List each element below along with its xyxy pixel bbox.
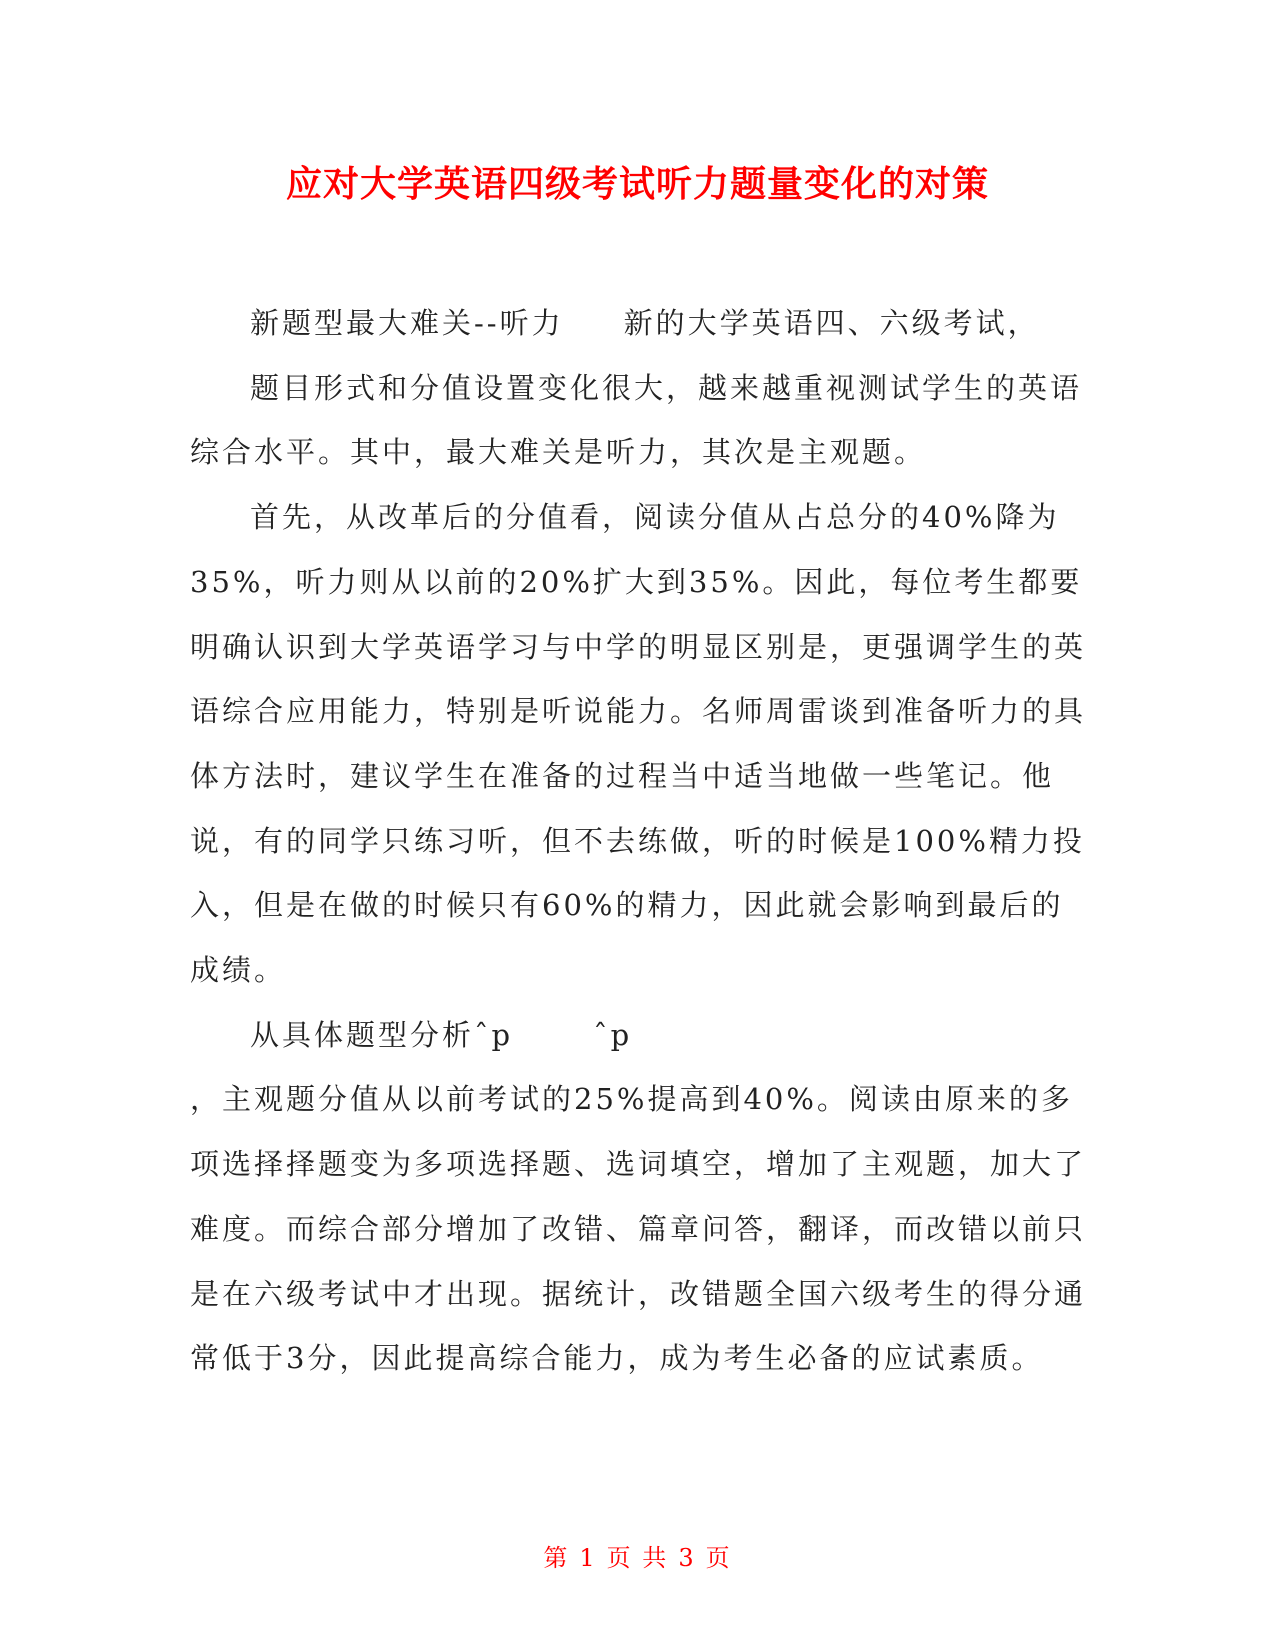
page-footer [0,1540,1275,1576]
paragraph-3-heading: 从具体题型分析ˆp [250,1017,514,1052]
page-label-middle: 页 共 [606,1544,669,1572]
page-current: 1 [579,1544,597,1572]
intro-paragraph [190,291,1090,356]
intro-text: 题目形式和分值设置变化很大，越来越重视测试学生的英语综合水平。其中，最大难关是听力，其次是主观题。 [190,370,1083,470]
document-title: 应对大学英语四级考试听力题量变化的对策 [285,164,989,205]
page-label-prefix: 第 [543,1544,570,1572]
intro-heading: 新题型最大难关--听力 [250,306,564,340]
intro-lead: 新的大学英语四、六级考试， [623,306,1040,340]
page-total: 3 [678,1544,696,1572]
page-label-suffix: 页 [705,1544,732,1572]
paragraph-3-text: ，主观题分值从以前考试的25%提高到40%。阅读由原来的多项选择择题变为多项选择题、选词填空，增加了主观题，加大了难度。而综合部分增加了改错、篇章问答，翻译，而改错以前只是在六级考试中才出现。据统计，改错题全国六级考生的得分通常低于3分，因此提高综合能力，成为考生必备的应试素质。 [190,1082,1087,1376]
paragraph-3-heading-line [190,1003,1090,1068]
document-body [190,291,1090,1391]
paragraph-3-mark: ˆp [593,1017,633,1052]
paragraph-2: 首先，从改革后的分值看，阅读分值从占总分的40%降为35%，听力则从以前的20%扩大到35%。因此，每位考生都要明确认识到大学英语学习与中学的明显区别是，更强调学生的英语综合应用能力，特别是听说能力。名师周雷谈到准备听力的具体方法时，建议学生在准备的过程当中适当地做一些笔记。他说，有的同学只练习听，但不去练做，听的时候是100%精力投入，但是在做的时候只有60%的精力，因此就会影响到最后的成绩。 [190,500,1087,988]
